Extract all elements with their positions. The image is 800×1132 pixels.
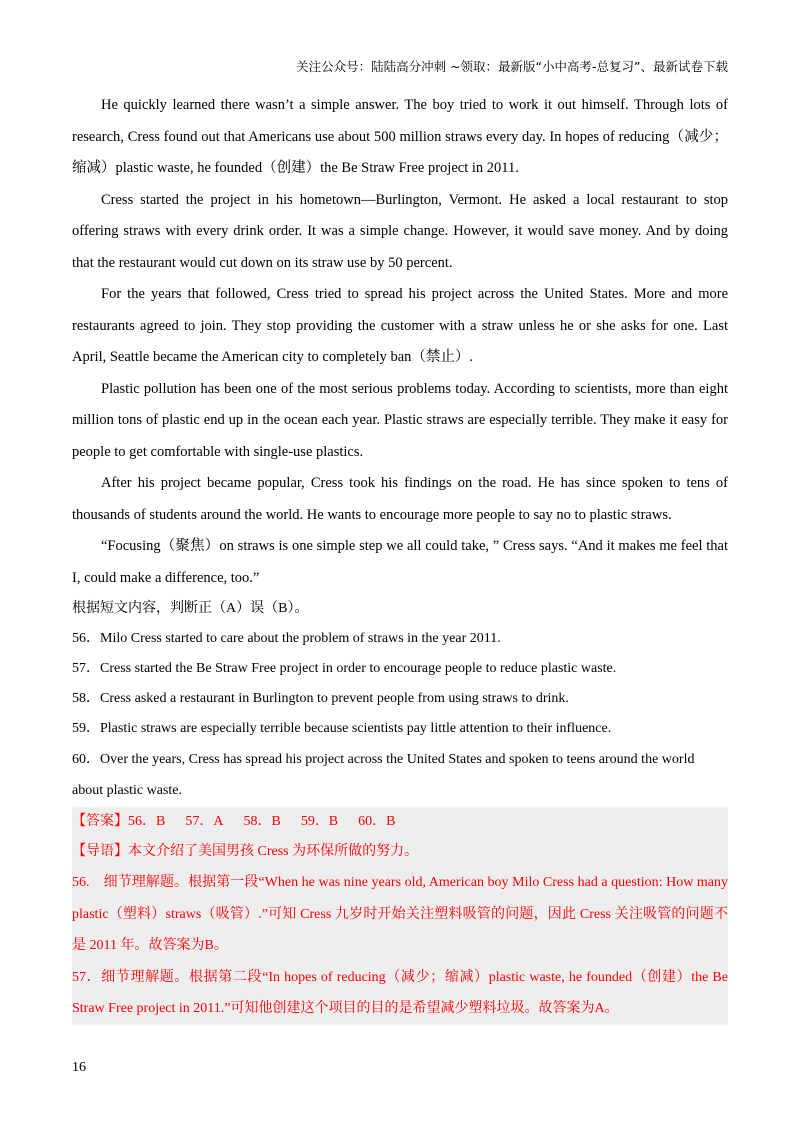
question-item: 58．Cress asked a restaurant in Burlington to prevent people from using straws to drink. bbox=[72, 691, 569, 706]
explanation: 56. 细节理解题。根据第一段“When he was nine years old, American boy Milo Cress had a question: How many plastic（塑料）straws（吸管）.”可知 Cress 九岁时开始关注塑料吸管的问题，因此 Cress 关注吸管的问题不是 2011 年。故答案为B。 bbox=[72, 875, 728, 953]
guide-text: 【导语】本文介绍了美国男孩 Cress 为环保所做的努力。 bbox=[72, 844, 419, 859]
answer-item: 59．B bbox=[300, 814, 339, 829]
instruction: 根据短文内容，判断正（A）误（B）。 bbox=[72, 601, 309, 616]
answer-item: 56．B bbox=[128, 814, 166, 829]
paragraph: Cress started the project in his hometown—Burlington, Vermont. He asked a local restaurant to stop offering straws with every drink order. It was a simple change. However, it would save money. And by doing that the restaurant would cut down on its straw use by 50 percent. bbox=[72, 191, 728, 271]
page-number: 16 bbox=[72, 1060, 86, 1075]
question-item: 60．Over the years, Cress has spread his project across the United States and spoken to teens around the world about plastic waste. bbox=[72, 752, 695, 798]
page-header: 关注公众号：陆陆高分冲刺 ~领取：最新版“小中高考-总复习”、最新试卷下载 bbox=[296, 59, 728, 74]
answer-item: 60．B bbox=[358, 814, 396, 829]
paragraph: Plastic pollution has been one of the most serious problems today. According to scientists, more than eight million tons of plastic end up in the ocean each year. Plastic straws are especially terrible. They make it easy for people to get comfortable with single-use plastics. bbox=[72, 380, 728, 460]
answer-key bbox=[72, 807, 728, 837]
question-item: 57．Cress started the Be Straw Free project in order to encourage people to reduce plastic waste. bbox=[72, 661, 617, 676]
paragraph: He quickly learned there wasn’t a simple answer. The boy tried to work it out himself. Through lots of research, Cress found out that Americans use about 500 million straws every day. In hopes of reducing（减少；缩减）plastic waste, he founded（创建）the Be Straw Free project in 2011. bbox=[72, 97, 728, 176]
paragraph: For the years that followed, Cress tried to spread his project across the United States. More and more restaurants agreed to join. They stop providing the customer with a straw unless he or she asks for one. Last April, Seattle became the American city to completely ban（禁止）. bbox=[72, 286, 728, 365]
paragraph: “Focusing（聚焦）on straws is one simple step we all could take, ” Cress says. “And it makes me feel that I, could make a difference, too.” bbox=[72, 538, 728, 586]
explanation: 57．细节理解题。根据第二段“In hopes of reducing（减少；缩减）plastic waste, he founded（创建）the Be Straw Free project in 2011.”可知他创建这个项目的目的是希望减少塑料垃圾。故答案为A。 bbox=[72, 969, 728, 1016]
document-body bbox=[72, 90, 728, 1025]
question-item: 59．Plastic straws are especially terrible because scientists pay little attention to their influence. bbox=[72, 721, 612, 736]
paragraph: After his project became popular, Cress took his findings on the road. He has since spoken to tens of thousands of students around the world. He wants to encourage more people to say no to plastic straws. bbox=[72, 475, 728, 523]
question-item: 56．Milo Cress started to care about the problem of straws in the year 2011. bbox=[72, 631, 501, 646]
answer-label: 【答案】 bbox=[72, 814, 128, 829]
answer-section bbox=[72, 807, 728, 1025]
answer-item: 57．A bbox=[185, 814, 224, 829]
answer-item: 58．B bbox=[243, 814, 281, 829]
